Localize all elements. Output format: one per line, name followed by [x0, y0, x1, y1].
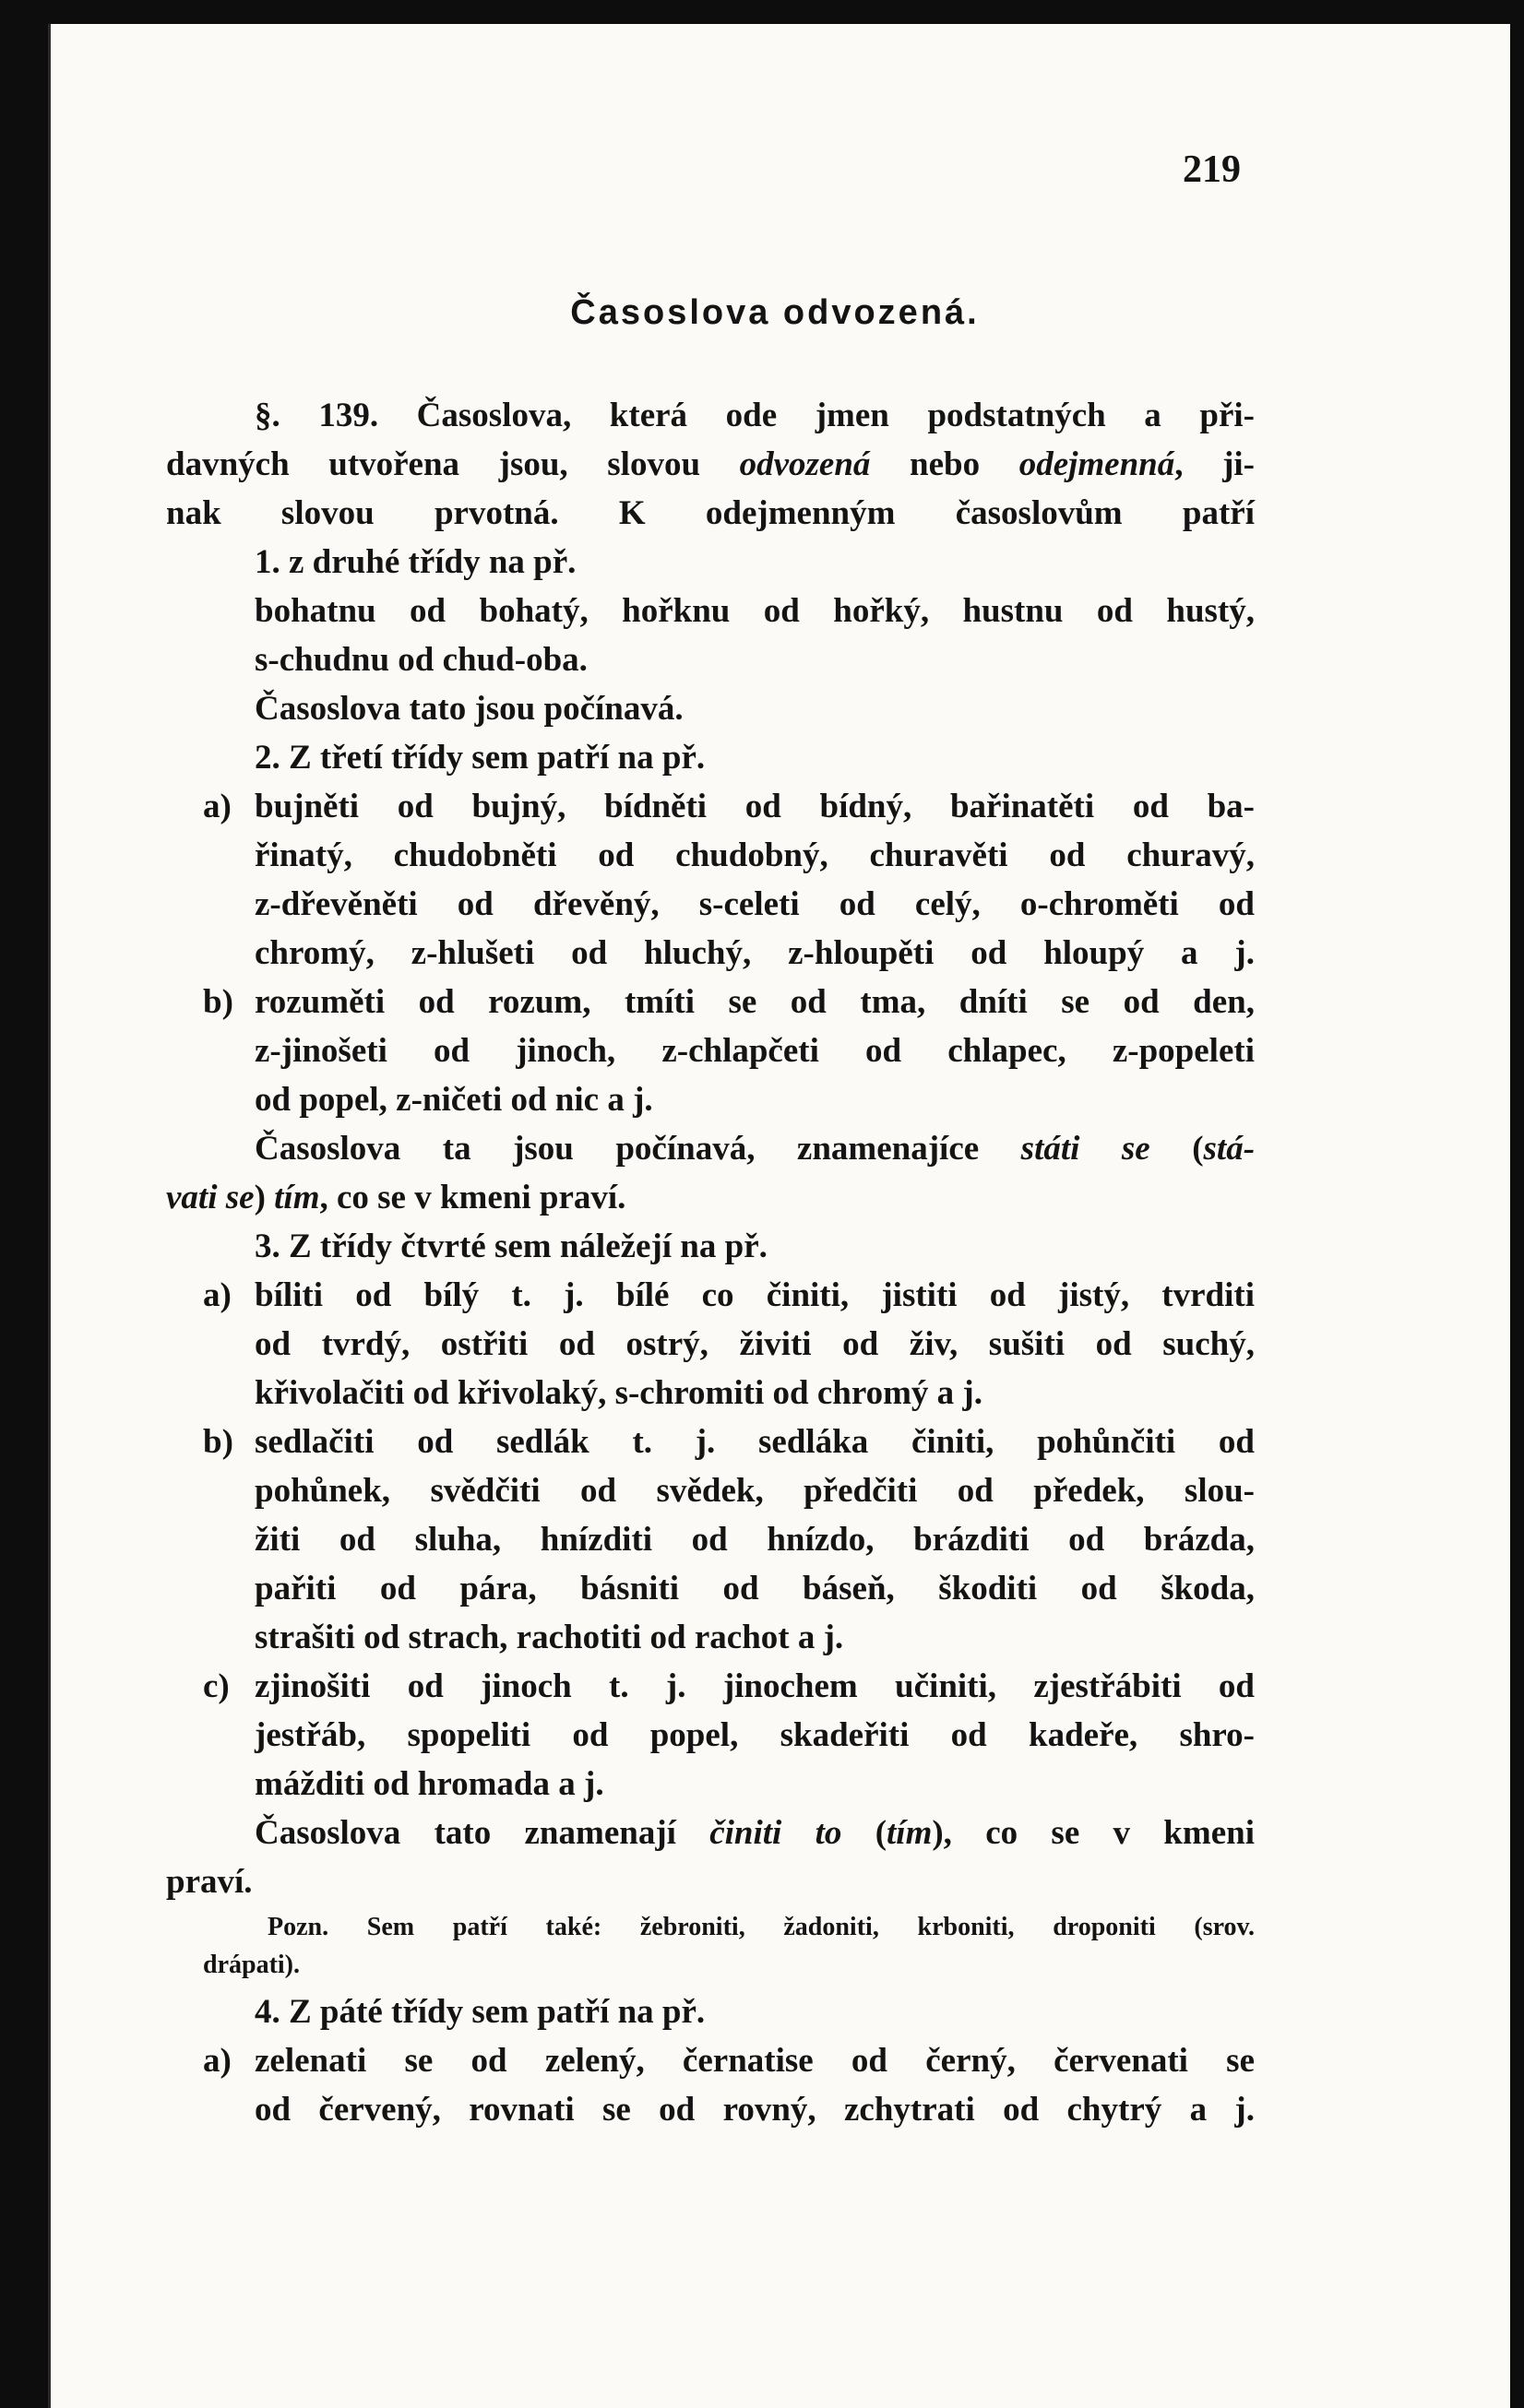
list-item-3a: [166, 1271, 1255, 1418]
body-line: z-jinošeti od jinoch, z-chlapčeti od chlapec, z-popeleti: [255, 1032, 1255, 1070]
note-line: Pozn. Sem patří také: žebroniti, žadoniti, krboniti, droponiti (srov.: [268, 1913, 1255, 1941]
list-item-3b: [166, 1418, 1255, 1662]
body-line: rozuměti od rozum, tmíti se od tma, dníti se od den,: [255, 983, 1255, 1021]
body-line: řinatý, chudobněti od chudobný, churavěti od churavý,: [255, 836, 1255, 874]
list-marker: c): [203, 1667, 230, 1705]
list-marker: b): [203, 983, 233, 1021]
list-marker: a): [203, 2042, 232, 2080]
body-line: od popel, z-ničeti od nic a j.: [255, 1081, 653, 1119]
list-item-4a: [166, 2036, 1255, 2134]
note-line: drápati).: [203, 1951, 300, 1979]
body-line: křivolačiti od křivolaký, s-chromiti od chromý a j.: [255, 1374, 982, 1412]
body-line: praví.: [166, 1863, 253, 1901]
body-line: davných utvořena jsou, slovou odvozená nebo odejmenná, ji-: [166, 445, 1256, 483]
body-line: bohatnu od bohatý, hořknu od hořký, hustnu od hustý,: [255, 592, 1255, 630]
body-line: bíliti od bílý t. j. bílé co činiti, jistiti od jistý, tvrditi: [255, 1276, 1255, 1314]
body-line: Časoslova ta jsou počínavá, znamenajíce státi se (stá-: [255, 1130, 1256, 1168]
body-line: bujněti od bujný, bídněti od bídný, bařinatěti od ba-: [255, 788, 1255, 825]
body-line: 1. z druhé třídy na př.: [255, 543, 577, 581]
body-line: jestřáb, spopeliti od popel, skadeřiti od kadeře, shro-: [255, 1716, 1255, 1754]
body-line: chromý, z-hlušeti od hluchý, z-hloupěti od hloupý a j.: [255, 934, 1255, 972]
body-line: žiti od sluha, hnízditi od hnízdo, brázditi od brázda,: [255, 1521, 1255, 1559]
body-line: §. 139. Časoslova, která ode jmen podstatných a při-: [255, 397, 1255, 434]
list-item-b: [166, 978, 1255, 1124]
body-line: od tvrdý, ostřiti od ostrý, živiti od živ, sušiti od suchý,: [255, 1325, 1255, 1363]
page-body: [166, 391, 1255, 2134]
body-line: 2. Z třetí třídy sem patří na př.: [255, 739, 706, 777]
section-heading: Časoslova odvozená.: [570, 293, 980, 332]
body-line: pařiti od pára, básniti od báseň, škoditi od škoda,: [255, 1570, 1255, 1607]
body-line: vati se) tím, co se v kmeni praví.: [166, 1179, 626, 1216]
body-line: s-chudnu od chud-oba.: [255, 641, 588, 679]
list-item-3c: [166, 1662, 1255, 1809]
body-line: mážditi od hromada a j.: [255, 1765, 604, 1803]
body-line: zjinošiti od jinoch t. j. jinochem učiniti, zjestřábiti od: [255, 1667, 1255, 1705]
body-line: zelenati se od zelený, černatise od černý, červenati se: [255, 2042, 1255, 2080]
body-line: pohůnek, svědčiti od svědek, předčiti od předek, slou-: [255, 1472, 1255, 1510]
body-line: nak slovou prvotná. K odejmenným časoslovům patří: [166, 494, 1255, 532]
body-line: Časoslova tato znamenají činiti to (tím), co se v kmeni: [255, 1814, 1255, 1852]
body-line: Časoslova tato jsou počínavá.: [255, 690, 684, 728]
body-line: sedlačiti od sedlák t. j. sedláka činiti, pohůnčiti od: [255, 1423, 1255, 1461]
scan-top-border: [0, 0, 1524, 24]
body-line: od červený, rovnati se od rovný, zchytrati od chytrý a j.: [255, 2091, 1255, 2129]
list-item-a: [166, 782, 1255, 978]
list-marker: a): [203, 788, 232, 825]
list-marker: b): [203, 1423, 233, 1461]
body-line: strašiti od strach, rachotiti od rachot a j.: [255, 1619, 844, 1656]
body-line: z-dřevěněti od dřevěný, s-celeti od celý, o-chroměti od: [255, 885, 1255, 923]
page-number: 219: [1183, 148, 1241, 191]
body-line: 3. Z třídy čtvrté sem náležejí na př.: [255, 1228, 768, 1265]
body-line: 4. Z páté třídy sem patří na př.: [255, 1993, 706, 2031]
list-marker: a): [203, 1276, 232, 1314]
